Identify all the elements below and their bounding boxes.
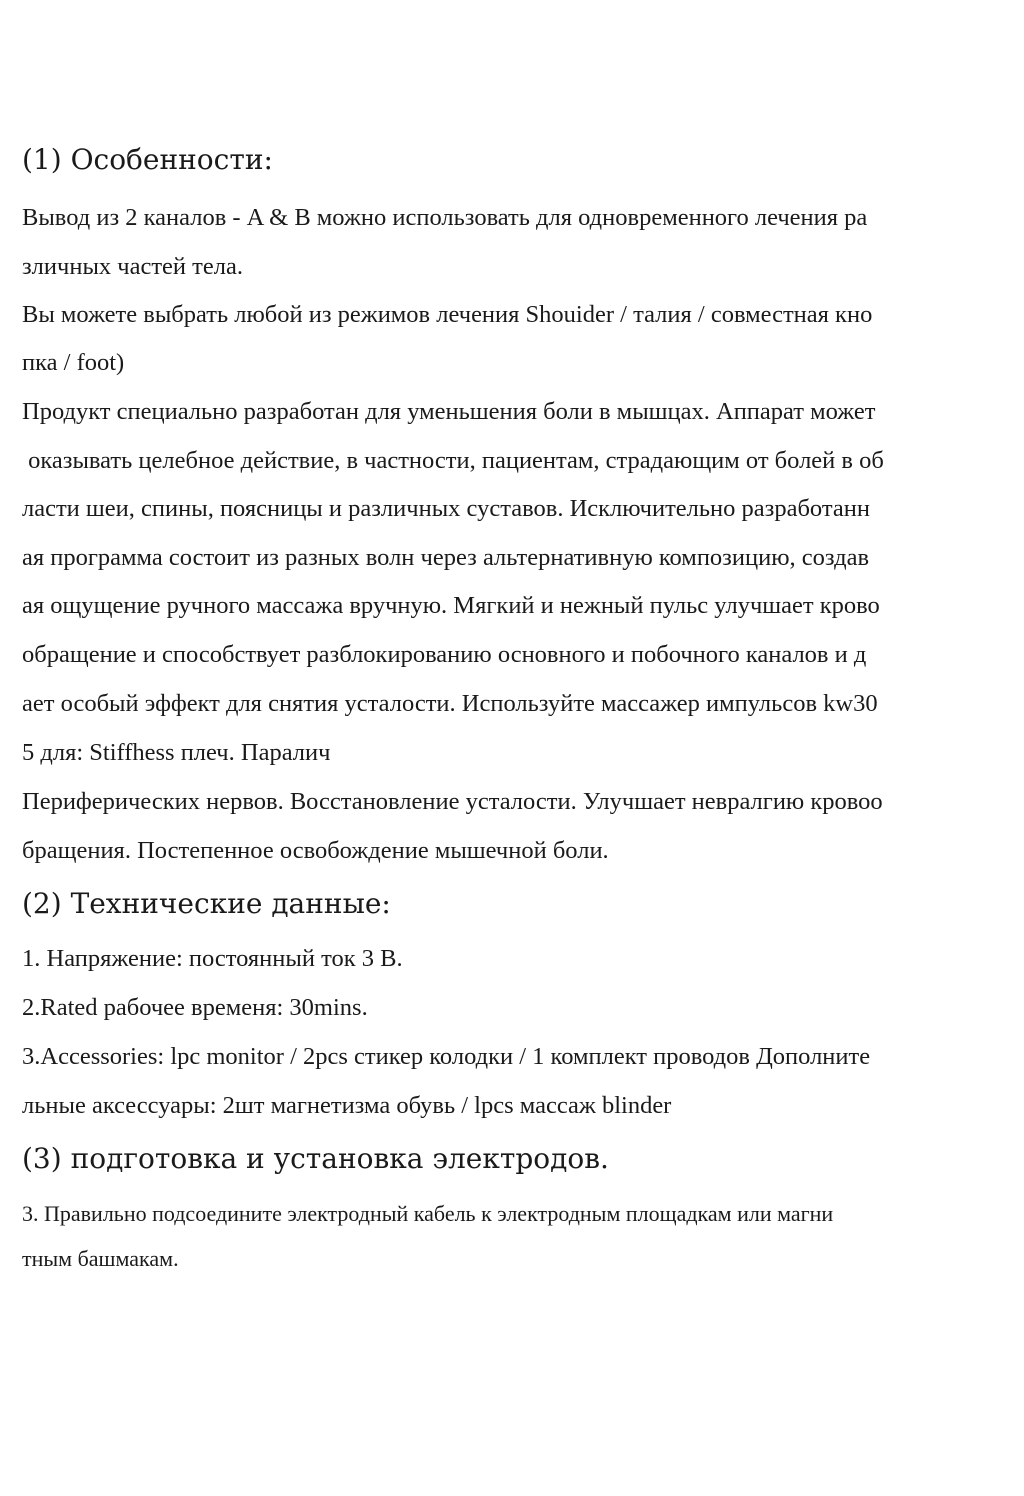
section-1-line: обращение и способствует разблокированию основного и побочного каналов и д [22, 641, 867, 668]
section-3-line: тным башмакам. [22, 1246, 179, 1271]
section-1-line: Вы можете выбрать любой из режимов лечения Shouider / талия / совместная кно [22, 301, 873, 328]
section-1-line: Периферических нервов. Восстановление усталости. Улучшает невралгию кровоо [22, 788, 883, 815]
section-1-line: бращения. Постепенное освобождение мышечной боли. [22, 837, 609, 864]
section-1-line: пка / foot) [22, 349, 125, 376]
section-2-line: 3.Accessories: lpc monitor / 2pcs стикер колодки / 1 комплект проводов Дополните [22, 1043, 871, 1070]
section-3-line: 3. Правильно подсоедините электродный кабель к электродным площадкам или магни [22, 1201, 834, 1226]
section-1-line: ласти шеи, спины, поясницы и различных суставов. Исключительно разработанн [22, 495, 870, 522]
section-1-line: Продукт специально разработан для уменьшения боли в мышцах. Аппарат может [22, 398, 876, 425]
section-2-line: 1. Напряжение: постоянный ток 3 В. [22, 945, 403, 972]
section-2-line: льные аксессуары: 2шт магнетизма обувь / lpcs массаж blinder [22, 1092, 672, 1119]
section-2-heading: (2) Технические данные: [22, 887, 391, 920]
section-1-line: ая программа состоит из разных волн через альтернативную композицию, создав [22, 544, 870, 571]
section-1-line: ает особый эффект для снятия усталости. Используйте массажер импульсов kw30 [22, 690, 878, 717]
section-1-line: зличных частей тела. [22, 253, 243, 280]
section-2-line: 2.Rated рабочее временя: 30mins. [22, 994, 368, 1021]
section-1-line: 5 для: Stiffhess плеч. Паралич [22, 739, 331, 766]
section-1-line: Вывод из 2 каналов - A & B можно использовать для одновременного лечения ра [22, 204, 868, 231]
section-1-line: оказывать целебное действие, в частности, пациентам, страдающим от болей в об [22, 447, 884, 474]
section-3-heading: (3) подготовка и установка электродов. [22, 1142, 609, 1175]
section-1-heading: (1) Особенности: [22, 143, 273, 176]
section-1-line: ая ощущение ручного массажа вручную. Мягкий и нежный пульс улучшает крово [22, 592, 880, 619]
